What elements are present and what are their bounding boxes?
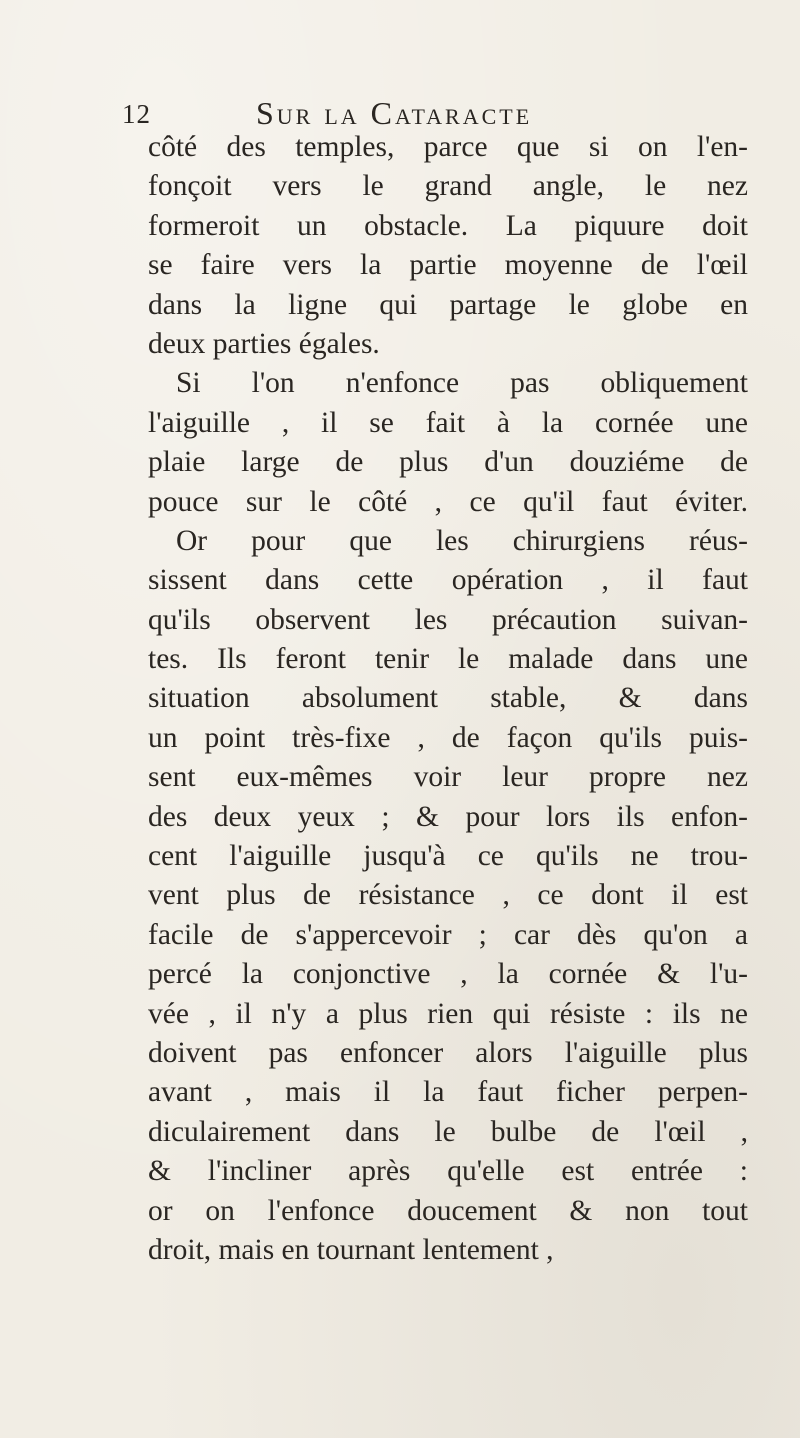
text-line: tes. Ils feront tenir le malade dans une [148, 643, 748, 676]
text-line: un point très-fixe , de façon qu'ils puis- [148, 721, 748, 754]
text-line: formeroit un obstacle. La piquure doit [148, 209, 748, 242]
text-line: doivent pas enfoncer alors l'aiguille plus [148, 1036, 748, 1069]
text-line: vent plus de résistance , ce dont il est [148, 879, 748, 912]
text-line: côté des temples, parce que si on l'en- [148, 131, 748, 163]
text-line: or on l'enfonce doucement & non tout [148, 1194, 748, 1227]
text-line: sissent dans cette opération , il faut [148, 564, 748, 597]
page-number: 12 [122, 99, 151, 129]
text-line: percé la conjonctive , la cornée & l'u- [148, 958, 748, 991]
text-line: plaie large de plus d'un douziéme de [148, 446, 748, 479]
text-line: deux parties égales. [148, 327, 380, 360]
text-line: qu'ils observent les précaution suivan- [148, 603, 748, 636]
body-text [148, 128, 748, 1270]
text-line: des deux yeux ; & pour lors ils enfon- [148, 800, 748, 833]
running-head: Sur la Cataracte [256, 95, 533, 131]
text-line: droit, mais en tournant lentement , [148, 1233, 554, 1266]
text-line: pouce sur le côté , ce qu'il faut éviter. [148, 485, 748, 518]
text-line: vée , il n'y a plus rien qui résiste : ils ne [148, 997, 748, 1030]
text-line: l'aiguille , il se fait à la cornée une [148, 406, 748, 439]
text-line: avant , mais il la faut ficher perpen- [148, 1076, 748, 1109]
text-line: situation absolument stable, & dans [148, 682, 748, 715]
text-line: cent l'aiguille jusqu'à ce qu'ils ne trou- [148, 840, 748, 873]
text-line: & l'incliner après qu'elle est entrée : [148, 1155, 748, 1188]
text-line: sent eux-mêmes voir leur propre nez [148, 761, 748, 794]
text-line: dans la ligne qui partage le globe en [148, 288, 748, 321]
text-line: fonçoit vers le grand angle, le nez [148, 170, 748, 203]
paragraph-start-line: Si l'on n'enfonce pas obliquement [176, 367, 748, 400]
paragraph-start-line: Or pour que les chirurgiens réus- [176, 524, 748, 557]
text-line: diculairement dans le bulbe de l'œil , [148, 1115, 748, 1148]
text-line: se faire vers la partie moyenne de l'œil [148, 249, 748, 282]
text-line: facile de s'appercevoir ; car dès qu'on a [148, 918, 748, 951]
